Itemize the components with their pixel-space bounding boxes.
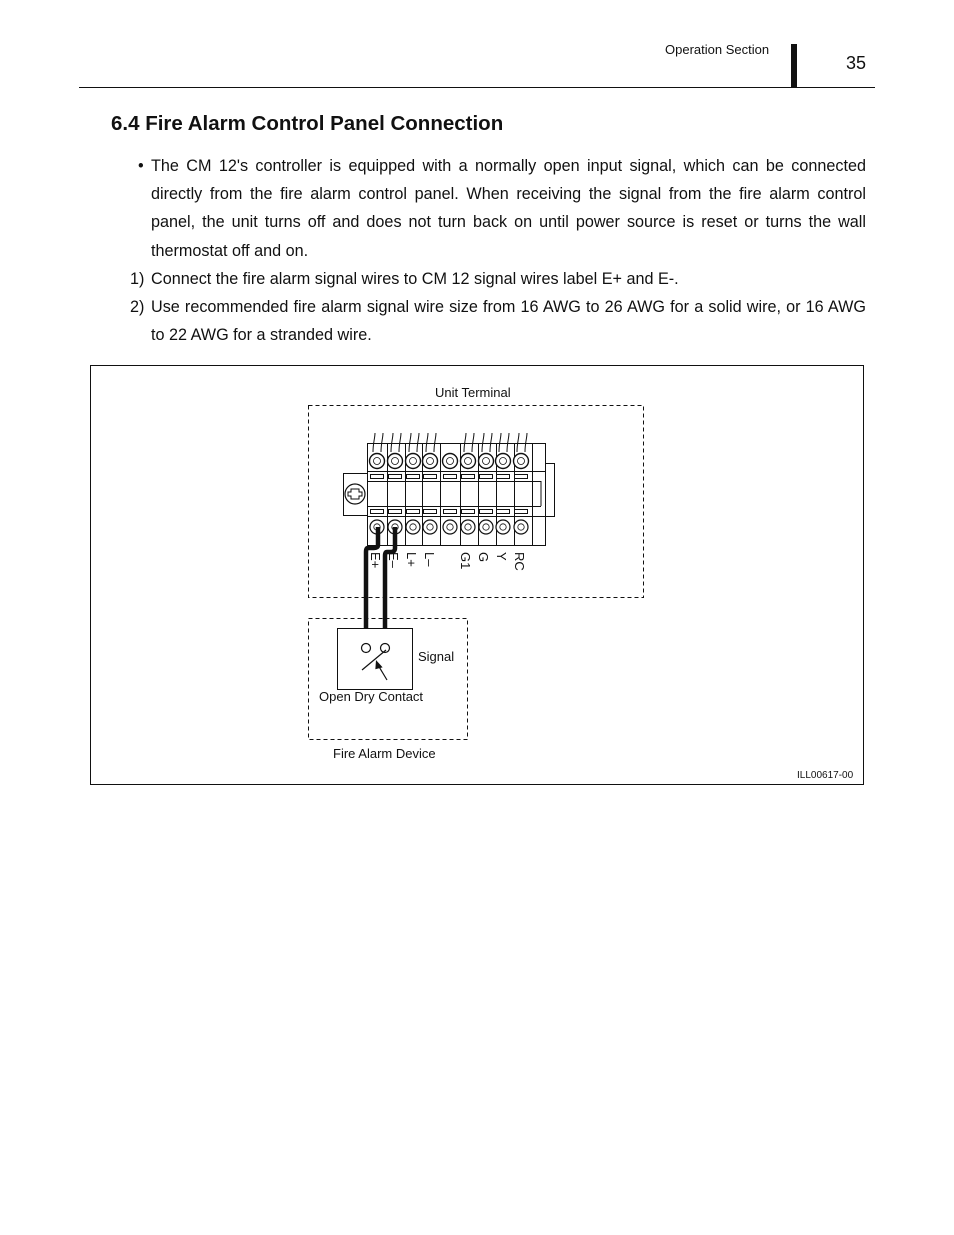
terminal-labels [368, 552, 527, 571]
bottom-terminal-7 [496, 520, 510, 534]
top-terminal-5 [461, 454, 476, 469]
page-number: 35 [846, 53, 867, 73]
top-terminal-6 [479, 454, 494, 469]
terminal-label-3: L– [422, 552, 437, 567]
step-2-number: 2) [130, 298, 145, 316]
terminal-label-5: G [476, 552, 491, 563]
top-terminal-4 [443, 454, 458, 469]
bottom-terminal-6 [479, 520, 493, 534]
terminal-label-2: L+ [404, 552, 419, 567]
terminal-label-0: E+ [368, 552, 383, 569]
top-terminal-2 [406, 454, 421, 469]
bottom-terminal-5 [461, 520, 475, 534]
top-terminal-8 [514, 454, 529, 469]
terminal-label-6: Y [494, 552, 509, 561]
bullet-paragraph-text: The CM 12's controller is equipped with a normally open input signal, which can be connected directly from the fire alarm control panel. When receiving the signal from the fire alarm control panel, the unit turns off and does not turn back on until power source is reset or turns the wall thermostat off and on. [151, 157, 866, 260]
open-dry-contact-label: Open Dry Contact [319, 689, 424, 704]
illustration-code: ILL00617-00 [797, 770, 854, 781]
terminal-label-1: E– [386, 552, 401, 568]
bottom-terminal-4 [443, 520, 457, 534]
unit-terminal-label: Unit Terminal [435, 385, 511, 400]
terminal-label-4: G1 [458, 552, 473, 570]
top-terminals [370, 454, 529, 469]
step-2-text: Use recommended fire alarm signal wire size from 16 AWG to 26 AWG for a solid wire, or 16 AWG to 22 AWG for a stranded wire. [151, 298, 866, 345]
terminal-label-7: RC [512, 552, 527, 571]
header-section-label: Operation Section [665, 42, 770, 57]
fire-alarm-device-label: Fire Alarm Device [333, 746, 436, 761]
step-1-text: Connect the fire alarm signal wires to CM 12 signal wires label E+ and E-. [151, 270, 679, 288]
bullet-mark: • [138, 157, 144, 175]
step-1-number: 1) [130, 270, 145, 288]
bottom-terminal-8 [514, 520, 528, 534]
top-terminal-0 [370, 454, 385, 469]
signal-label: Signal [418, 649, 455, 664]
section-title: 6.4 Fire Alarm Control Panel Connection [111, 112, 504, 135]
top-terminal-1 [388, 454, 403, 469]
top-terminal-3 [423, 454, 438, 469]
top-terminal-7 [496, 454, 511, 469]
bottom-terminal-3 [423, 520, 437, 534]
mounting-screw-icon [345, 484, 365, 504]
bottom-terminal-2 [406, 520, 420, 534]
